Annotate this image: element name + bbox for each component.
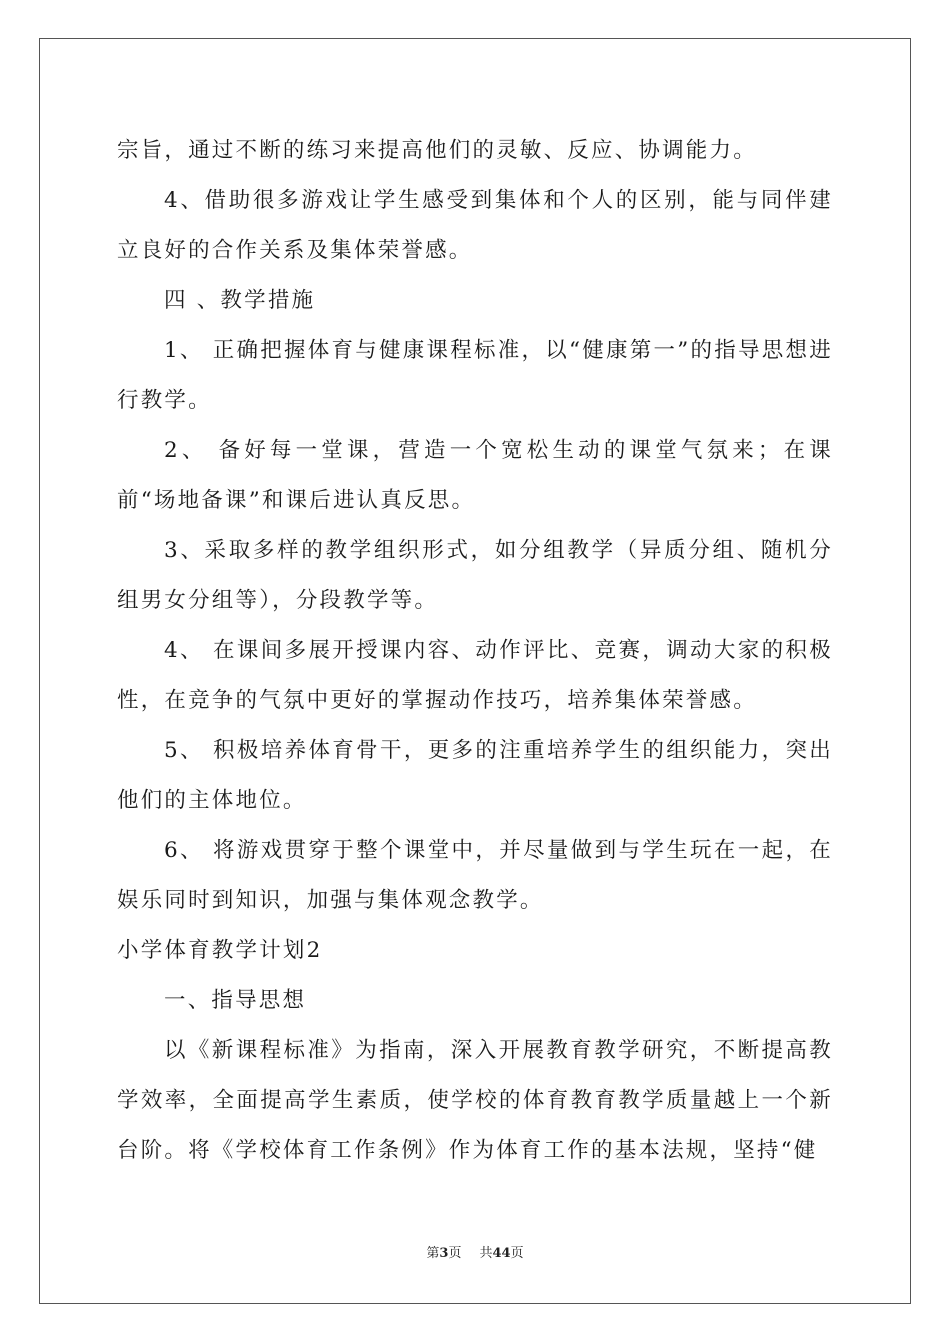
paragraph-measure-5: 5、 积极培养体育骨干，更多的注重培养学生的组织能力，突出他们的主体地位。 bbox=[117, 738, 833, 813]
paragraph-measure-3: 3、采取多样的教学组织形式，如分组教学（异质分组、随机分组男女分组等），分段教学等。 bbox=[117, 538, 833, 613]
document-body bbox=[117, 126, 833, 1176]
paragraph-measure-1: 1、 正确把握体育与健康课程标准，以“健康第一”的指导思想进行教学。 bbox=[117, 338, 833, 413]
document-subtitle: 小学体育教学计划2 bbox=[117, 938, 323, 963]
paragraph-guiding-thought: 以《新课程标准》为指南，深入开展教育教学研究，不断提高教学效率，全面提高学生素质，使学校的体育教育教学质量越上一个新台阶。将《学校体育工作条例》作为体育工作的基本法规，坚持“健 bbox=[117, 1038, 833, 1163]
paragraph-measure-2: 2、 备好每一堂课，营造一个宽松生动的课堂气氛来；在课前“场地备课”和课后进认真反思。 bbox=[117, 438, 833, 513]
paragraph-continuation: 宗旨，通过不断的练习来提高他们的灵敏、反应、协调能力。 bbox=[117, 138, 757, 163]
footer-page-prefix: 第 bbox=[426, 1246, 440, 1261]
section-heading-teaching-measures: 四 、教学措施 bbox=[164, 288, 316, 313]
paragraph-measure-6: 6、 将游戏贯穿于整个课堂中，并尽量做到与学生玩在一起，在娱乐同时到知识，加强与集体观念教学。 bbox=[117, 838, 833, 913]
paragraph-measure-4: 4、 在课间多展开授课内容、动作评比、竞赛，调动大家的积极性，在竞争的气氛中更好的掌握动作技巧，培养集体荣誉感。 bbox=[117, 638, 833, 713]
page-footer bbox=[0, 1242, 950, 1261]
section-heading-guiding-thought: 一、指导思想 bbox=[164, 988, 307, 1013]
footer-total-prefix: 共 bbox=[479, 1246, 493, 1261]
footer-total-suffix: 页 bbox=[510, 1246, 524, 1261]
footer-total-pages: 44 bbox=[492, 1246, 511, 1261]
footer-page-number: 3 bbox=[439, 1246, 449, 1261]
paragraph-item-4: 4、借助很多游戏让学生感受到集体和个人的区别，能与同伴建立良好的合作关系及集体荣誉感。 bbox=[117, 188, 833, 263]
footer-page-suffix: 页 bbox=[448, 1246, 462, 1261]
